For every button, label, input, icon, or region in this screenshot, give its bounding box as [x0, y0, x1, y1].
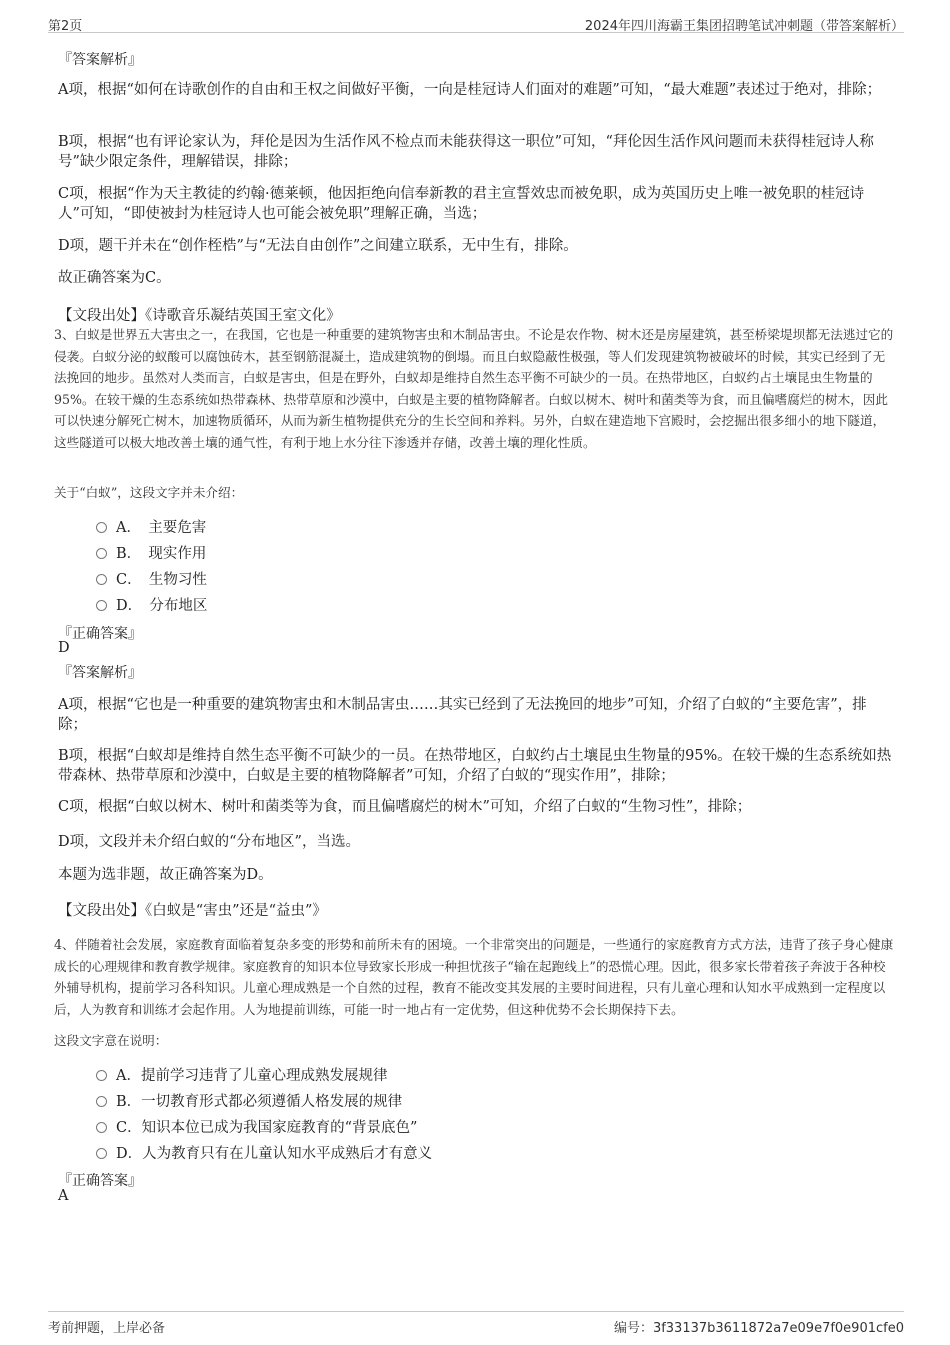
page-header — [48, 12, 904, 33]
radio-icon[interactable] — [96, 522, 107, 533]
q3-option-a[interactable]: A． 主要危害 — [96, 516, 206, 537]
q4-question: 这段文字意在说明： — [54, 1033, 168, 1048]
q3-analysis-b: B项，根据“白蚁却是维持自然生态平衡不可缺少的一员。在热带地区，白蚁约占土壤昆虫生物量的95%。在较干燥的生态系统如热带森林、热带草原和沙漠中，白蚁是主要的植物降解者”可知，介绍了白蚁的“现实作用”，排除； — [58, 748, 892, 784]
q3-passage: 3、白蚁是世界五大害虫之一，在我国，它也是一种重要的建筑物害虫和木制品害虫。不论是农作物、树木还是房屋建筑，甚至桥梁堤坝都无法逃过它的侵袭。白蚁分泌的蚁酸可以腐蚀砖木，甚至钢筋混凝土，造成建筑物的倒塌。而且白蚁隐蔽性极强，等人们发现建筑物被破坏的时候，其实已经到了无法挽回的地步。虽然对人类而言，白蚁是害虫，但是在野外，白蚁却是维持自然生态平衡不可缺少的一员。在热带地区，白蚁约占土壤昆虫生物量的95%。在较干燥的生态系统如热带森林、热带草原和沙漠中，白蚁是主要的植物降解者。白蚁以树木、树叶和菌类等为食，而且偏嗜腐烂的树木，因此可以快速分解死亡树木，加速物质循环，从而为新生植物提供充分的生长空间和养料。另外，白蚁在建造地下宫殿时，会挖掘出很多细小的地下隧道，这些隧道可以极大地改善土壤的通气性，有利于地上水分往下渗透并存储，改善土壤的理化性质。 — [54, 327, 894, 450]
q2-analysis-b: B项，根据“也有评论家认为，拜伦是因为生活作风不检点而未能获得这一职位”可知，“拜伦因生活作风问题而未获得桂冠诗人称号”缺少限定条件，理解错误，排除； — [58, 134, 874, 170]
radio-icon[interactable] — [96, 1070, 107, 1081]
q3-analysis-d: D项，文段并未介绍白蚁的“分布地区”，当选。 — [58, 834, 360, 850]
q4-passage: 4、伴随着社会发展，家庭教育面临着复杂多变的形势和前所未有的困境。一个非常突出的问题是，一些通行的家庭教育方式方法，违背了孩子身心健康成长的心理规律和教育教学规律。家庭教育的知识本位导致家长形成一种担忧孩子“输在起跑线上”的恐慌心理。因此，很多家长带着孩子奔波于各种校外辅导机构，提前学习各科知识。儿童心理成熟是一个自然的过程，教育不能改变其发展的主要时间进程，只有儿童心理和认知水平成熟到一定程度以后，人为教育和训练才会起作用。人为地提前训练，可能一时一地占有一定优势，但这种优势不会长期保持下去。 — [54, 937, 894, 1017]
radio-icon[interactable] — [96, 1096, 107, 1107]
q4-option-b[interactable]: B．一切教育形式都必须遵循人格发展的规律 — [96, 1090, 402, 1111]
q3-option-c[interactable]: C． 生物习性 — [96, 568, 207, 589]
q3-source: 【文段出处】《白蚁是“害虫”还是“益虫”》 — [58, 903, 327, 919]
q3-analysis-label: 『答案解析』 — [58, 665, 142, 681]
q2-analysis-label: 『答案解析』 — [58, 52, 142, 68]
radio-icon[interactable] — [96, 600, 107, 611]
q3-conclusion: 本题为选非题，故正确答案为D。 — [58, 867, 273, 883]
document-title: 2024年四川海霸王集团招聘笔试冲刺题（带答案解析） — [584, 19, 904, 34]
page-footer — [48, 1311, 904, 1336]
radio-icon[interactable] — [96, 1122, 107, 1133]
radio-icon[interactable] — [96, 1148, 107, 1159]
page-number: 第2页 — [48, 19, 83, 34]
q2-analysis-c: C项，根据“作为天主教徒的约翰·德莱顿，他因拒绝向信奉新教的君主宣誓效忠而被免职，成为英国历史上唯一被免职的桂冠诗人”可知，“即使被封为桂冠诗人也可能会被免职”理解正确，当选； — [58, 186, 865, 222]
q4-option-c[interactable]: C．知识本位已成为我国家庭教育的“背景底色” — [96, 1116, 417, 1137]
q2-conclusion: 故正确答案为C。 — [58, 270, 171, 286]
q3-analysis-a: A项，根据“它也是一种重要的建筑物害虫和木制品害虫……其实已经到了无法挽回的地步”可知，介绍了白蚁的“主要危害”，排除； — [58, 697, 867, 733]
q2-analysis-d: D项，题干并未在“创作桎梏”与“无法自由创作”之间建立联系，无中生有，排除。 — [58, 238, 578, 254]
q3-correct-label: 『正确答案』 — [58, 626, 142, 642]
q4-option-d[interactable]: D．人为教育只有在儿童认知水平成熟后才有意义 — [96, 1142, 432, 1163]
q3-correct-answer: D — [58, 640, 70, 656]
q3-option-d[interactable]: D． 分布地区 — [96, 594, 207, 615]
footer-slogan: 考前押题，上岸必备 — [48, 1321, 166, 1336]
q4-correct-label: 『正确答案』 — [58, 1173, 142, 1189]
q3-analysis-c: C项，根据“白蚁以树木、树叶和菌类等为食，而且偏嗜腐烂的树木”可知，介绍了白蚁的“生物习性”，排除； — [58, 799, 752, 815]
q3-option-b[interactable]: B． 现实作用 — [96, 542, 206, 563]
q2-source: 【文段出处】《诗歌音乐凝结英国王室文化》 — [58, 308, 341, 324]
radio-icon[interactable] — [96, 548, 107, 559]
document-id: 编号：3f33137b3611872a7e09e7f0e901cfe0 — [613, 1321, 904, 1336]
q4-option-a[interactable]: A．提前学习违背了儿童心理成熟发展规律 — [96, 1064, 387, 1085]
q2-analysis-a: A项，根据“如何在诗歌创作的自由和王权之间做好平衡，一向是桂冠诗人们面对的难题”可知，“最大难题”表述过于绝对，排除； — [58, 82, 882, 98]
q3-question: 关于“白蚁”，这段文字并未介绍： — [54, 485, 244, 500]
q4-correct-answer: A — [58, 1188, 69, 1204]
radio-icon[interactable] — [96, 574, 107, 585]
